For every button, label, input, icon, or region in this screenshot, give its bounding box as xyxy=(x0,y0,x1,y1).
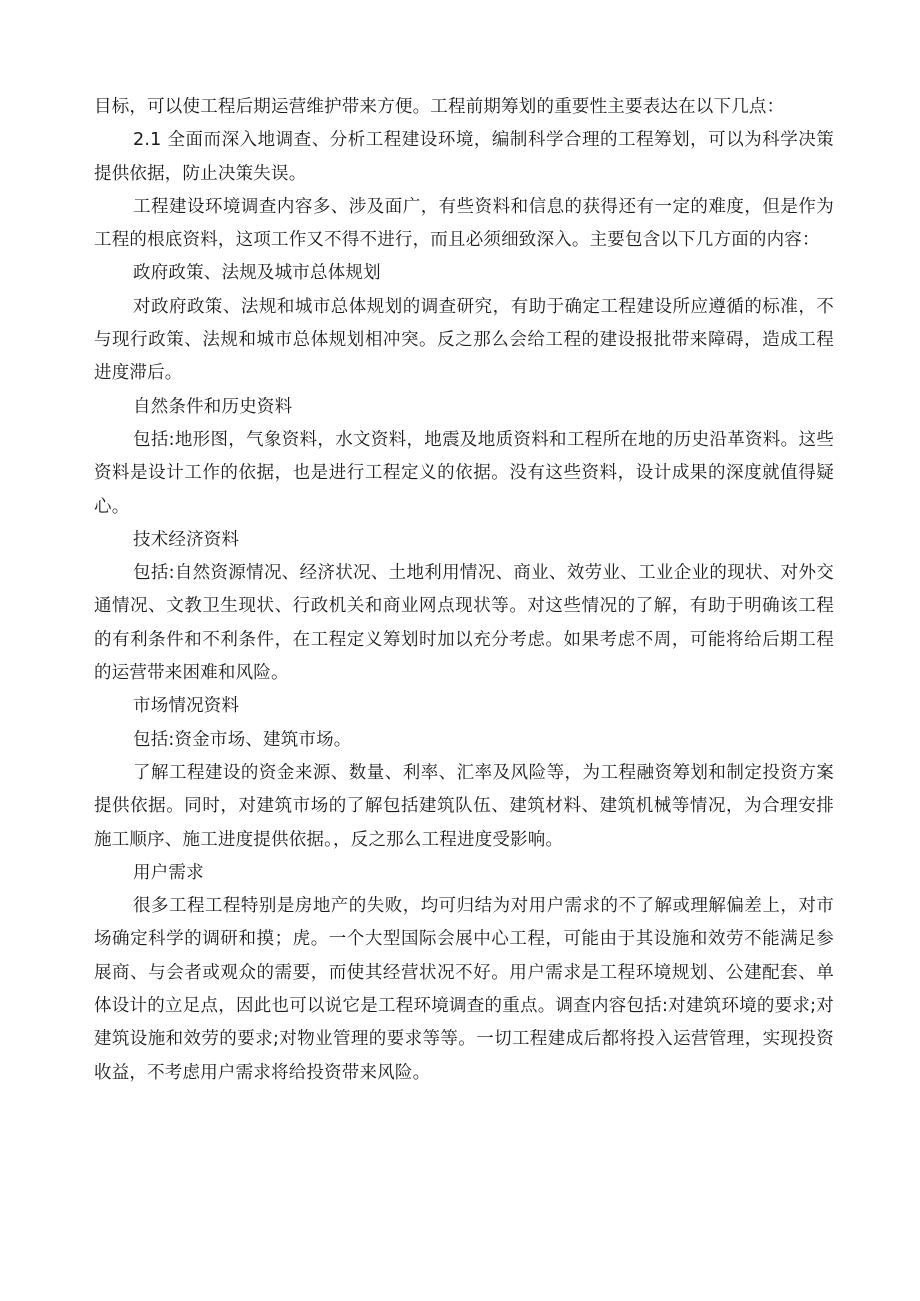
paragraph-user-demand: 很多工程工程特别是房地产的失败，均可归结为对用户需求的不了解或理解偏差上，对市场确定科学的调研和摸；虎。一个大型国际会展中心工程，可能由于其设施和效劳不能满足参展商、与会者或观众的需要，而使其经营状况不好。用户需求是工程环境规划、公建配套、单体设计的立足点，因此也可以说它是工程环境调查的重点。调查内容包括:对建筑环境的要求;对建筑设施和效劳的要求;对物业管理的要求等等。一切工程建成后都将投入运营管理，实现投资收益，不考虑用户需求将给投资带来风险。 xyxy=(94,896,834,1083)
paragraph-funding: 了解工程建设的资金来源、数量、利率、汇率及风险等，为工程融资筹划和制定投资方案提供依据。同时，对建筑市场的了解包括建筑队伍、建筑材料、建筑机械等情况，为合理安排施工顺序、施工进度提供依据。，反之那么工程进度受影响。 xyxy=(94,762,834,850)
heading-market-info: 市场情况资料 xyxy=(133,696,240,717)
paragraph-2-1: 2.1 全面而深入地调查、分析工程建设环境，编制科学合理的工程筹划，可以为科学决策提供依据，防止决策失误。 xyxy=(94,130,834,184)
paragraph-market-info: 包括:资金市场、建筑市场。 xyxy=(133,729,352,750)
paragraph-government-policy: 对政府政策、法规和城市总体规划的调查研究，有助于确定工程建设所应遵循的标准，不与现行政策、法规和城市总体规划相冲突。反之那么会给工程的建设报批带来障碍，造成工程进度滞后。 xyxy=(94,296,834,384)
heading-technical-economic: 技术经济资料 xyxy=(133,529,240,550)
document-page xyxy=(94,91,834,1090)
heading-government-policy: 政府政策、法规及城市总体规划 xyxy=(133,263,381,284)
paragraph-technical-economic: 包括:自然资源情况、经济状况、土地利用情况、商业、效劳业、工业企业的现状、对外交通情况、文教卫生现状、行政机关和商业网点现状等。对这些情况的了解，有助于明确该工程的有利条件和不利条件，在工程定义筹划时加以充分考虑。如果考虑不周，可能将给后期工程的运营带来困难和风险。 xyxy=(94,563,834,684)
paragraph-natural-conditions: 包括:地形图，气象资料，水文资料，地震及地质资料和工程所在地的历史沿革资料。这些资料是设计工作的依据，也是进行工程定义的依据。没有这些资料，设计成果的深度就值得疑心。 xyxy=(94,429,834,517)
heading-user-demand: 用户需求 xyxy=(133,862,204,883)
paragraph-intro: 目标，可以使工程后期运营维护带来方便。工程前期筹划的重要性主要表达在以下几点： xyxy=(94,97,785,117)
paragraph-environment-survey: 工程建设环境调查内容多、涉及面广，有些资料和信息的获得还有一定的难度，但是作为工程的根底资料，这项工作又不得不进行，而且必须细致深入。主要包含以下几方面的内容： xyxy=(94,196,834,251)
heading-natural-conditions: 自然条件和历史资料 xyxy=(133,396,293,417)
